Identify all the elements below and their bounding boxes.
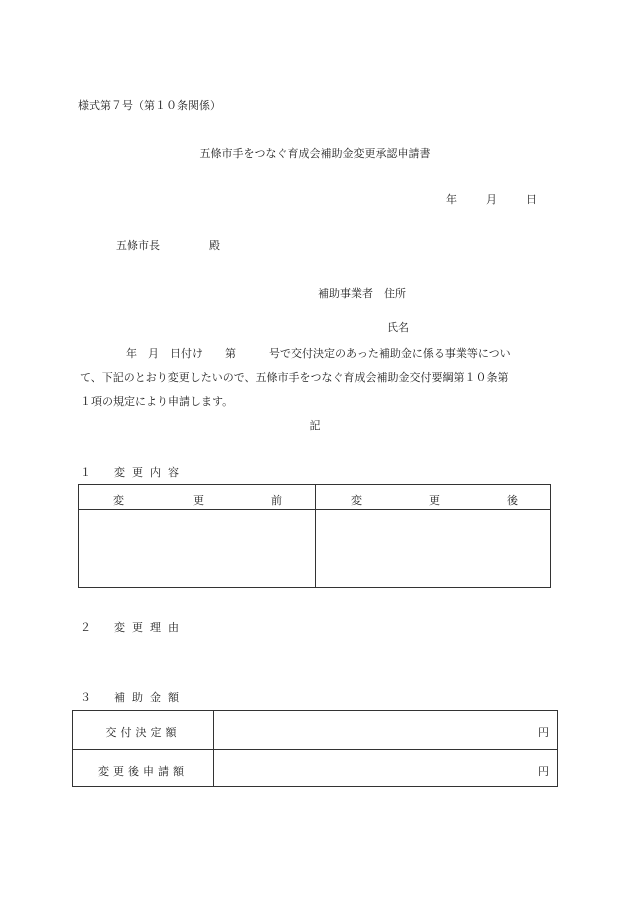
date-year: 年: [446, 193, 457, 206]
section-1-number: １: [80, 466, 91, 479]
section-3-heading: [80, 692, 186, 703]
after-cell[interactable]: [316, 510, 550, 587]
section-2-title: 変更理由: [114, 621, 186, 634]
addressee-honorific: 殿: [209, 239, 220, 252]
body-line-1: 年 月 日付け 第 号で交付決定のあった補助金に係る事業等につい: [126, 347, 511, 360]
addressee-name: 五條市長: [116, 239, 160, 252]
section-1-title: 変更内容: [114, 466, 186, 479]
section-2-heading: [80, 622, 186, 633]
ki-heading: 記: [309, 419, 321, 432]
before-header-char-2: 更: [193, 494, 204, 507]
before-cell[interactable]: [79, 510, 315, 587]
body-line-2: て、下記のとおり変更したいので、五條市手をつなぐ育成会補助金交付要綱第１０条第: [80, 371, 509, 384]
after-header-char-3: 後: [507, 494, 518, 507]
after-header-char-1: 変: [351, 494, 362, 507]
subsidy-amount-table: [72, 710, 558, 787]
granted-amount-unit: 円: [538, 726, 549, 739]
before-header-char-1: 変: [113, 494, 124, 507]
after-header-char-2: 更: [429, 494, 440, 507]
addressee: [116, 240, 220, 251]
revised-amount-field[interactable]: [214, 750, 527, 786]
section-2-number: ２: [80, 621, 91, 634]
change-content-table: [78, 484, 551, 588]
document-title: 五條市手をつなぐ育成会補助金変更承認申請書: [199, 147, 431, 160]
section-3-title: 補助金額: [114, 691, 186, 704]
section-1-heading: [80, 467, 186, 478]
revised-amount-label: 変更後申請額: [98, 765, 188, 778]
granted-amount-label: 交付決定額: [105, 726, 181, 739]
date-line: [446, 194, 537, 205]
before-header-char-3: 前: [271, 494, 282, 507]
form-number: 様式第７号（第１０条関係）: [78, 99, 221, 112]
granted-amount-field[interactable]: [214, 711, 527, 749]
applicant-name-label: 氏名: [387, 321, 409, 334]
date-day: 日: [526, 193, 537, 206]
body-line-3: １項の規定により申請します。: [80, 395, 234, 408]
date-month: 月: [486, 193, 497, 206]
revised-amount-unit: 円: [538, 765, 549, 778]
applicant-address-label: 補助事業者 住所: [318, 287, 406, 300]
section-3-number: ３: [80, 691, 91, 704]
